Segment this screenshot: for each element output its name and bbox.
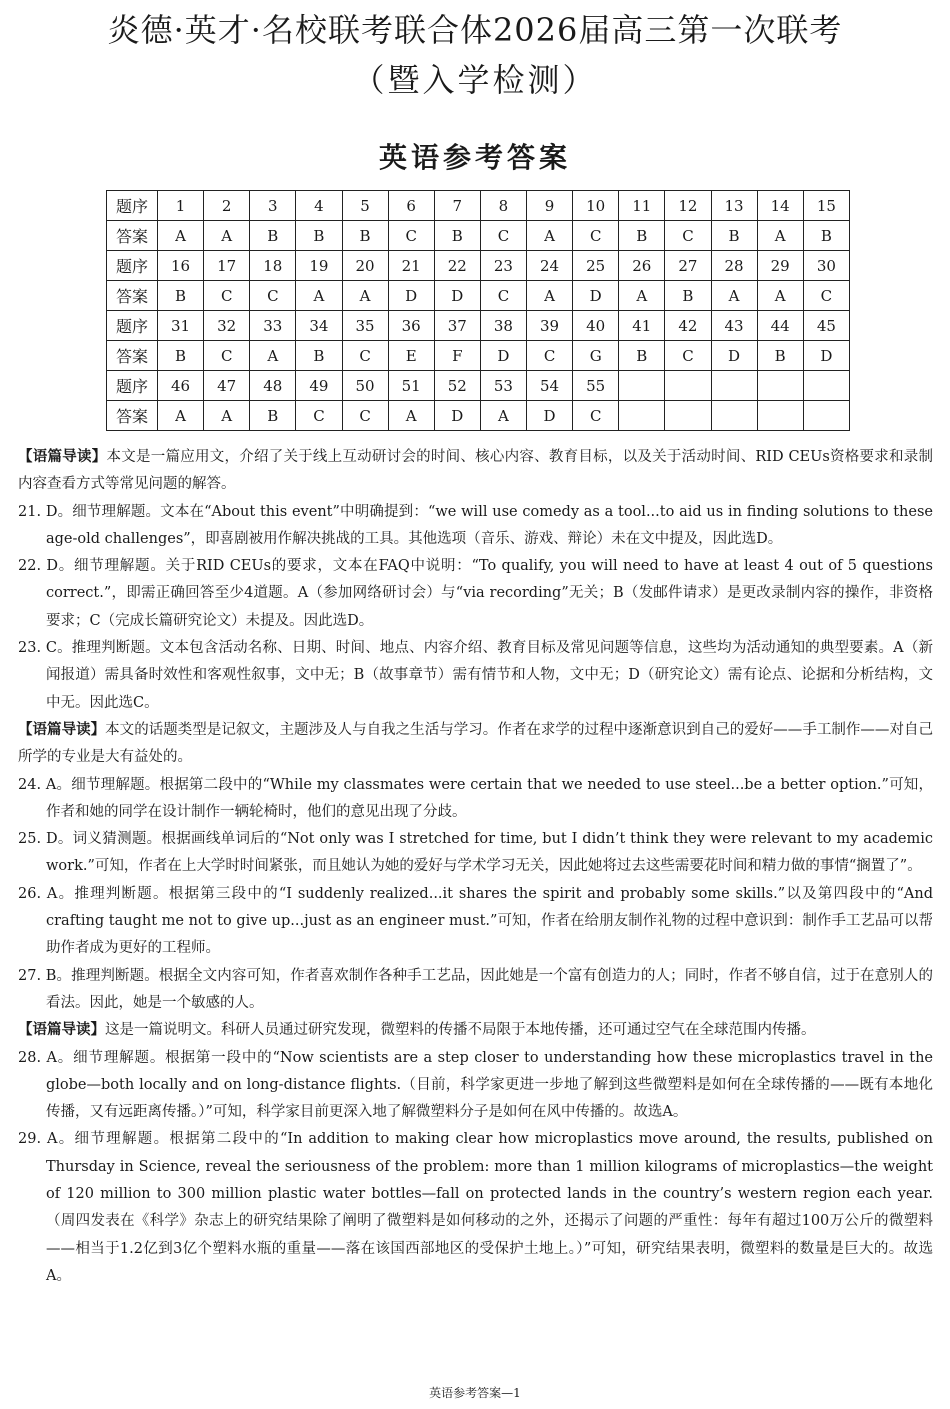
question-number-cell: 20 xyxy=(342,251,388,281)
question-number-cell: 6 xyxy=(388,191,434,221)
answer-cell: A xyxy=(527,221,573,251)
question-number-cell: 10 xyxy=(573,191,619,221)
question-number-cell: 47 xyxy=(204,371,250,401)
answer-cell: D xyxy=(803,341,849,371)
answer-cell: D xyxy=(527,401,573,431)
answer-cell: B xyxy=(665,281,711,311)
question-number-cell: 37 xyxy=(434,311,480,341)
answer-cell: B xyxy=(296,221,342,251)
question-number-cell: 48 xyxy=(250,371,296,401)
answer-cell xyxy=(619,401,665,431)
question-number-label: 题序 xyxy=(107,311,158,341)
question-number-cell: 2 xyxy=(204,191,250,221)
answer-cell: C xyxy=(573,221,619,251)
question-number-cell: 41 xyxy=(619,311,665,341)
answer-explanation: 29. A。细节理解题。根据第二段中的“In addition to making clear how microplastics move around, the results, published on Thursday in Science, reveal the seriousness of the problem: more than 1 million kilograms of microplastics—the weight of 120 million to 300 million plastic water bottles—fall on protected lands in the country’s western region each year.（周四发表在《科学》杂志上的研究结果除了阐明了微塑料是如何移动的之外，还揭示了问题的严重性：每年有超过100万公斤的微塑料——相当于1.2亿到3亿个塑料水瓶的重量——落在该国西部地区的受保护土地上。）”可知，研究结果表明，微塑料的数量是巨大的。故选A。 xyxy=(18,1131,933,1284)
answer-cell: A xyxy=(342,281,388,311)
answer-cell: A xyxy=(711,281,757,311)
answer-cell: D xyxy=(388,281,434,311)
question-number-cell: 38 xyxy=(480,311,526,341)
answer-cell: C xyxy=(480,221,526,251)
answer-label: 答案 xyxy=(107,401,158,431)
question-number-row xyxy=(107,311,850,341)
answer-cell: C xyxy=(204,341,250,371)
answer-cell: C xyxy=(250,281,296,311)
answer-cell: B xyxy=(342,221,388,251)
answer-cell: C xyxy=(665,221,711,251)
question-number-cell: 1 xyxy=(158,191,204,221)
answer-explanation: 28. A。细节理解题。根据第一段中的“Now scientists are a step closer to understanding how these microplastics travel in the globe—both locally and on long-distance flights.（目前，科学家更进一步地了解到这些微塑料是如何在全球传播的——既有本地化传播，又有远距离传播。）”可知，科学家目前更深入地了解微塑料分子是如何在风中传播的。故选A。 xyxy=(18,1049,933,1121)
question-number-cell xyxy=(711,371,757,401)
question-number-cell: 26 xyxy=(619,251,665,281)
question-number-cell: 24 xyxy=(527,251,573,281)
question-number-cell: 29 xyxy=(757,251,803,281)
answer-cell: C xyxy=(527,341,573,371)
answer-table xyxy=(106,190,850,431)
answer-cell: C xyxy=(342,341,388,371)
answer-cell: B xyxy=(250,221,296,251)
answer-cell: A xyxy=(250,341,296,371)
question-number-cell: 13 xyxy=(711,191,757,221)
question-number-cell: 52 xyxy=(434,371,480,401)
answer-cell: A xyxy=(158,401,204,431)
answer-cell: C xyxy=(388,221,434,251)
answer-cell: B xyxy=(711,221,757,251)
question-number-cell: 28 xyxy=(711,251,757,281)
question-number-cell: 42 xyxy=(665,311,711,341)
question-number-cell: 36 xyxy=(388,311,434,341)
answer-cell: C xyxy=(342,401,388,431)
answer-cell: A xyxy=(480,401,526,431)
answer-explanation: 23. C。推理判断题。文本包含活动名称、日期、时间、地点、内容介绍、教育目标及常见问题等信息，这些均为活动通知的典型要素。A（新闻报道）需具备时效性和客观性叙事，文中无；B（故事章节）需有情节和人物，文中无；D（研究论文）需有论点、论据和分析结构，文中无。因此选C。 xyxy=(18,640,933,711)
question-number-cell: 14 xyxy=(757,191,803,221)
answer-cell xyxy=(757,401,803,431)
question-number-label: 题序 xyxy=(107,191,158,221)
answer-cell xyxy=(665,401,711,431)
answer-cell: B xyxy=(619,221,665,251)
question-number-cell: 12 xyxy=(665,191,711,221)
answer-explanation: 26. A。推理判断题。根据第三段中的“I suddenly realized...it shares the spirit and probably some skills.”以及第四段中的“And crafting taught me not to give up...just as an engineer must.”可知，作者在给朋友制作礼物的过程中意识到：制作手工艺品可以帮助作者成为更好的工程师。 xyxy=(18,885,933,957)
reading-guide-tag: 【语篇导读】 xyxy=(18,721,106,738)
answer-explanation: 22. D。细节理解题。关于RID CEUs的要求，文本在FAQ中说明：“To qualify, you will need to have at least 4 out of 5 questions correct.”，即需正确回答至少4道题。A（参加网络研讨会）与“via recording”无关；B（发邮件请求）是更改录制内容的操作，非资格要求；C（完成长篇研究论文）未提及。因此选D。 xyxy=(18,558,933,629)
answer-cell: C xyxy=(480,281,526,311)
question-number-cell: 5 xyxy=(342,191,388,221)
question-number-row xyxy=(107,371,850,401)
exam-subtitle: （暨入学检测） xyxy=(352,61,598,99)
answer-cell: C xyxy=(204,281,250,311)
question-number-cell: 33 xyxy=(250,311,296,341)
question-number-cell: 53 xyxy=(480,371,526,401)
reading-guide-paragraph xyxy=(18,1017,933,1044)
reading-guide-tag: 【语篇导读】 xyxy=(18,1022,105,1039)
answer-cell: B xyxy=(158,341,204,371)
question-number-cell: 50 xyxy=(342,371,388,401)
answer-cell: C xyxy=(665,341,711,371)
question-number-cell: 25 xyxy=(573,251,619,281)
answer-cell: D xyxy=(434,281,480,311)
question-number-cell: 31 xyxy=(158,311,204,341)
question-number-cell: 34 xyxy=(296,311,342,341)
answer-cell: D xyxy=(480,341,526,371)
question-number-cell: 32 xyxy=(204,311,250,341)
answer-cell: D xyxy=(573,281,619,311)
answer-cell: C xyxy=(296,401,342,431)
question-number-cell: 40 xyxy=(573,311,619,341)
page-footer: 英语参考答案—1 xyxy=(429,1386,521,1400)
answer-cell: B xyxy=(803,221,849,251)
answer-cell: D xyxy=(434,401,480,431)
document-heading: 英语参考答案 xyxy=(378,141,571,174)
answer-cell: B xyxy=(296,341,342,371)
question-number-cell: 22 xyxy=(434,251,480,281)
question-number-label: 题序 xyxy=(107,251,158,281)
answer-label: 答案 xyxy=(107,341,158,371)
question-number-cell: 15 xyxy=(803,191,849,221)
question-number-cell: 18 xyxy=(250,251,296,281)
answer-row xyxy=(107,221,850,251)
reading-guide-text: 这是一篇说明文。科研人员通过研究发现，微塑料的传播不局限于本地传播，还可通过空气在全球范围内传播。 xyxy=(105,1022,816,1039)
answer-label: 答案 xyxy=(107,281,158,311)
answer-cell: E xyxy=(388,341,434,371)
question-number-cell: 23 xyxy=(480,251,526,281)
question-number-row xyxy=(107,251,850,281)
answer-cell: A xyxy=(204,401,250,431)
answer-cell: C xyxy=(573,401,619,431)
question-number-cell: 43 xyxy=(711,311,757,341)
question-number-label: 题序 xyxy=(107,371,158,401)
question-number-cell: 45 xyxy=(803,311,849,341)
answer-explanation: 25. D。词义猜测题。根据画线单词后的“Not only was I stretched for time, but I didn’t think they were relevant to my academic work.”可知，作者在上大学时时间紧张，而且她认为她的爱好与学术学习无关，因此她将过去这些需要花时间和精力做的事情“搁置了”。 xyxy=(18,831,933,875)
answer-cell: A xyxy=(619,281,665,311)
answer-cell: A xyxy=(158,221,204,251)
question-number-cell: 3 xyxy=(250,191,296,221)
reading-guide-text: 本文的话题类型是记叙文，主题涉及人与自我之生活与学习。作者在求学的过程中逐渐意识到自己的爱好——手工制作——对自己所学的专业是大有益处的。 xyxy=(18,721,934,766)
answer-explanation: 24. A。细节理解题。根据第二段中的“While my classmates were certain that we needed to use steel...be a better option.”可知，作者和她的同学在设计制作一辆轮椅时，他们的意见出现了分歧。 xyxy=(18,776,933,820)
reading-guide-tag: 【语篇导读】 xyxy=(18,449,107,465)
reading-guide-text: 本文是一篇应用文，介绍了关于线上互动研讨会的时间、核心内容、教育目标，以及关于活动时间、RID CEUs资格要求和录制内容查看方式等常见问题的解答。 xyxy=(18,449,934,493)
reading-guide-paragraph xyxy=(18,717,933,772)
answer-cell: B xyxy=(250,401,296,431)
answer-cell xyxy=(803,401,849,431)
exam-title: 炎德·英才·名校联考联合体2026届高三第一次联考 xyxy=(107,11,843,49)
answer-row xyxy=(107,341,850,371)
answer-cell: A xyxy=(757,221,803,251)
answer-cell: B xyxy=(757,341,803,371)
question-number-row xyxy=(107,191,850,221)
question-number-cell: 19 xyxy=(296,251,342,281)
answer-cell: D xyxy=(711,341,757,371)
question-number-cell xyxy=(619,371,665,401)
answer-cell: A xyxy=(296,281,342,311)
question-number-cell: 11 xyxy=(619,191,665,221)
question-number-cell xyxy=(803,371,849,401)
answer-cell: F xyxy=(434,341,480,371)
question-number-cell: 51 xyxy=(388,371,434,401)
answer-cell: A xyxy=(388,401,434,431)
question-number-cell: 54 xyxy=(527,371,573,401)
question-number-cell: 21 xyxy=(388,251,434,281)
question-number-cell: 17 xyxy=(204,251,250,281)
answer-cell: C xyxy=(803,281,849,311)
answer-explanation: 27. B。推理判断题。根据全文内容可知，作者喜欢制作各种手工艺品，因此她是一个富有创造力的人；同时，作者不够自信，过于在意别人的看法。因此，她是一个敏感的人。 xyxy=(18,967,933,1011)
answer-cell: B xyxy=(158,281,204,311)
question-number-cell: 7 xyxy=(434,191,480,221)
explanations xyxy=(18,444,933,1290)
question-number-cell: 9 xyxy=(527,191,573,221)
question-number-cell: 35 xyxy=(342,311,388,341)
answer-cell: A xyxy=(757,281,803,311)
question-number-cell: 46 xyxy=(158,371,204,401)
answer-cell: B xyxy=(619,341,665,371)
answer-row xyxy=(107,281,850,311)
answer-row xyxy=(107,401,850,431)
answer-explanation: 21. D。细节理解题。文本在“About this event”中明确提到：“we will use comedy as a tool...to aid us in finding solutions to these age-old challenges”，即喜剧被用作解决挑战的工具。其他选项（音乐、游戏、辩论）未在文中提及，因此选D。 xyxy=(18,503,933,547)
question-number-cell: 49 xyxy=(296,371,342,401)
question-number-cell: 4 xyxy=(296,191,342,221)
answer-label: 答案 xyxy=(107,221,158,251)
question-number-cell: 55 xyxy=(573,371,619,401)
question-number-cell: 39 xyxy=(527,311,573,341)
answer-cell: B xyxy=(434,221,480,251)
answer-cell: A xyxy=(527,281,573,311)
answer-cell: G xyxy=(573,341,619,371)
question-number-cell: 27 xyxy=(665,251,711,281)
question-number-cell: 16 xyxy=(158,251,204,281)
question-number-cell xyxy=(665,371,711,401)
answer-cell: A xyxy=(204,221,250,251)
reading-guide-paragraph xyxy=(18,444,933,499)
question-number-cell: 44 xyxy=(757,311,803,341)
question-number-cell xyxy=(757,371,803,401)
answer-cell xyxy=(711,401,757,431)
question-number-cell: 8 xyxy=(480,191,526,221)
question-number-cell: 30 xyxy=(803,251,849,281)
